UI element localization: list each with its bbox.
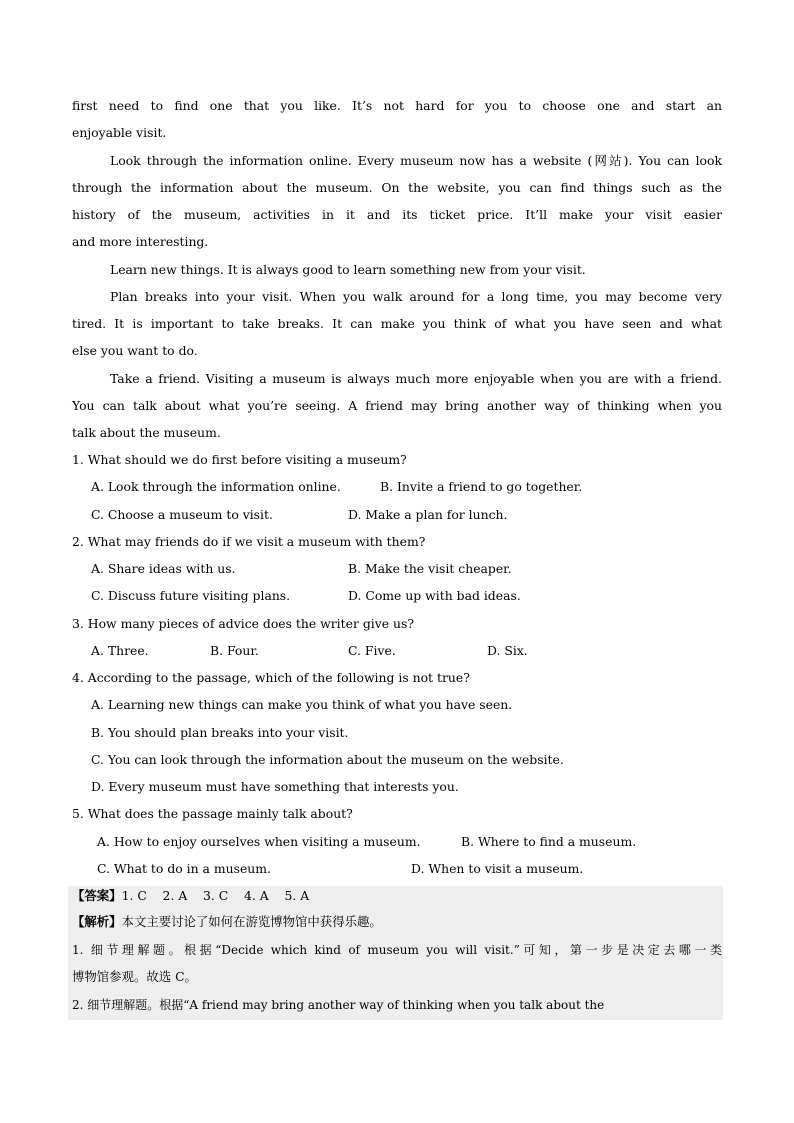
option-5b: B. Where to find a museum.: [461, 834, 637, 849]
option-4c: C. You can look through the information about the museum on the website.: [91, 752, 564, 767]
passage-line: Look through the information online. Every museum now has a website (网站). You can look: [110, 153, 722, 168]
analysis-1-line-1: 1. 细节理解题。根据“Decide which kind of museum you will visit.”可知，第一步是决定去哪一类: [72, 943, 722, 957]
option-2b: B. Make the visit cheaper.: [348, 561, 512, 576]
option-1a: A. Look through the information online.: [91, 479, 341, 494]
option-1c: C. Choose a museum to visit.: [91, 507, 273, 522]
analysis-label: 【解析】: [72, 914, 122, 929]
option-5c: C. What to do in a museum.: [97, 861, 271, 876]
passage-line: Take a friend. Visiting a museum is always much more enjoyable when you are with a friend.: [110, 371, 722, 386]
question-5: 5. What does the passage mainly talk about?: [72, 806, 353, 821]
answer-text: 1. C 2. A 3. C 4. A 5. A: [121, 888, 310, 903]
option-5a: A. How to enjoy ourselves when visiting a museum.: [97, 834, 421, 849]
analysis-line: [72, 914, 722, 930]
option-3d: D. Six.: [487, 643, 528, 658]
option-5d: D. When to visit a museum.: [411, 861, 584, 876]
passage-line: Plan breaks into your visit. When you walk around for a long time, you may become very: [110, 289, 722, 304]
option-4b: B. You should plan breaks into your visit.: [91, 725, 349, 740]
question-3: 3. How many pieces of advice does the writer give us?: [72, 616, 414, 631]
analysis-2-line-1: 2. 细节理解题。根据“A friend may bring another way of thinking when you talk about the: [72, 998, 605, 1012]
passage-line: You can talk about what you’re seeing. A friend may bring another way of thinking when you: [72, 398, 722, 413]
option-3b: B. Four.: [210, 643, 259, 658]
option-4a: A. Learning new things can make you think of what you have seen.: [91, 697, 513, 712]
analysis-1-line-2: 博物馆参观。故选 C。: [72, 969, 197, 984]
answer-label: 【答案】: [72, 888, 122, 903]
option-2c: C. Discuss future visiting plans.: [91, 588, 291, 603]
passage-line: tired. It is important to take breaks. It can make you think of what you have seen and what: [72, 316, 722, 331]
question-2: 2. What may friends do if we visit a museum with them?: [72, 534, 426, 549]
passage-line: talk about the museum.: [72, 425, 221, 440]
question-1: 1. What should we do first before visiting a museum?: [72, 452, 407, 467]
passage-line: else you want to do.: [72, 343, 198, 358]
passage-line: through the information about the museum. On the website, you can find things such as the: [72, 180, 722, 195]
passage-line: history of the museum, activities in it and its ticket price. It’ll make your visit easier: [72, 207, 722, 222]
passage-line: first need to find one that you like. It’s not hard for you to choose one and start an: [72, 98, 722, 113]
option-2a: A. Share ideas with us.: [91, 561, 236, 576]
option-2d: D. Come up with bad ideas.: [348, 588, 521, 603]
option-3a: A. Three.: [91, 643, 149, 658]
answer-line: [72, 888, 722, 904]
option-1d: D. Make a plan for lunch.: [348, 507, 508, 522]
analysis-text: 本文主要讨论了如何在游览博物馆中获得乐趣。: [121, 914, 382, 929]
option-1b: B. Invite a friend to go together.: [380, 479, 583, 494]
passage-line: Learn new things. It is always good to learn something new from your visit.: [110, 262, 586, 277]
passage-line: enjoyable visit.: [72, 125, 167, 140]
option-4d: D. Every museum must have something that interests you.: [91, 779, 459, 794]
passage-line: and more interesting.: [72, 234, 209, 249]
question-4: 4. According to the passage, which of the following is not true?: [72, 670, 470, 685]
option-3c: C. Five.: [348, 643, 396, 658]
